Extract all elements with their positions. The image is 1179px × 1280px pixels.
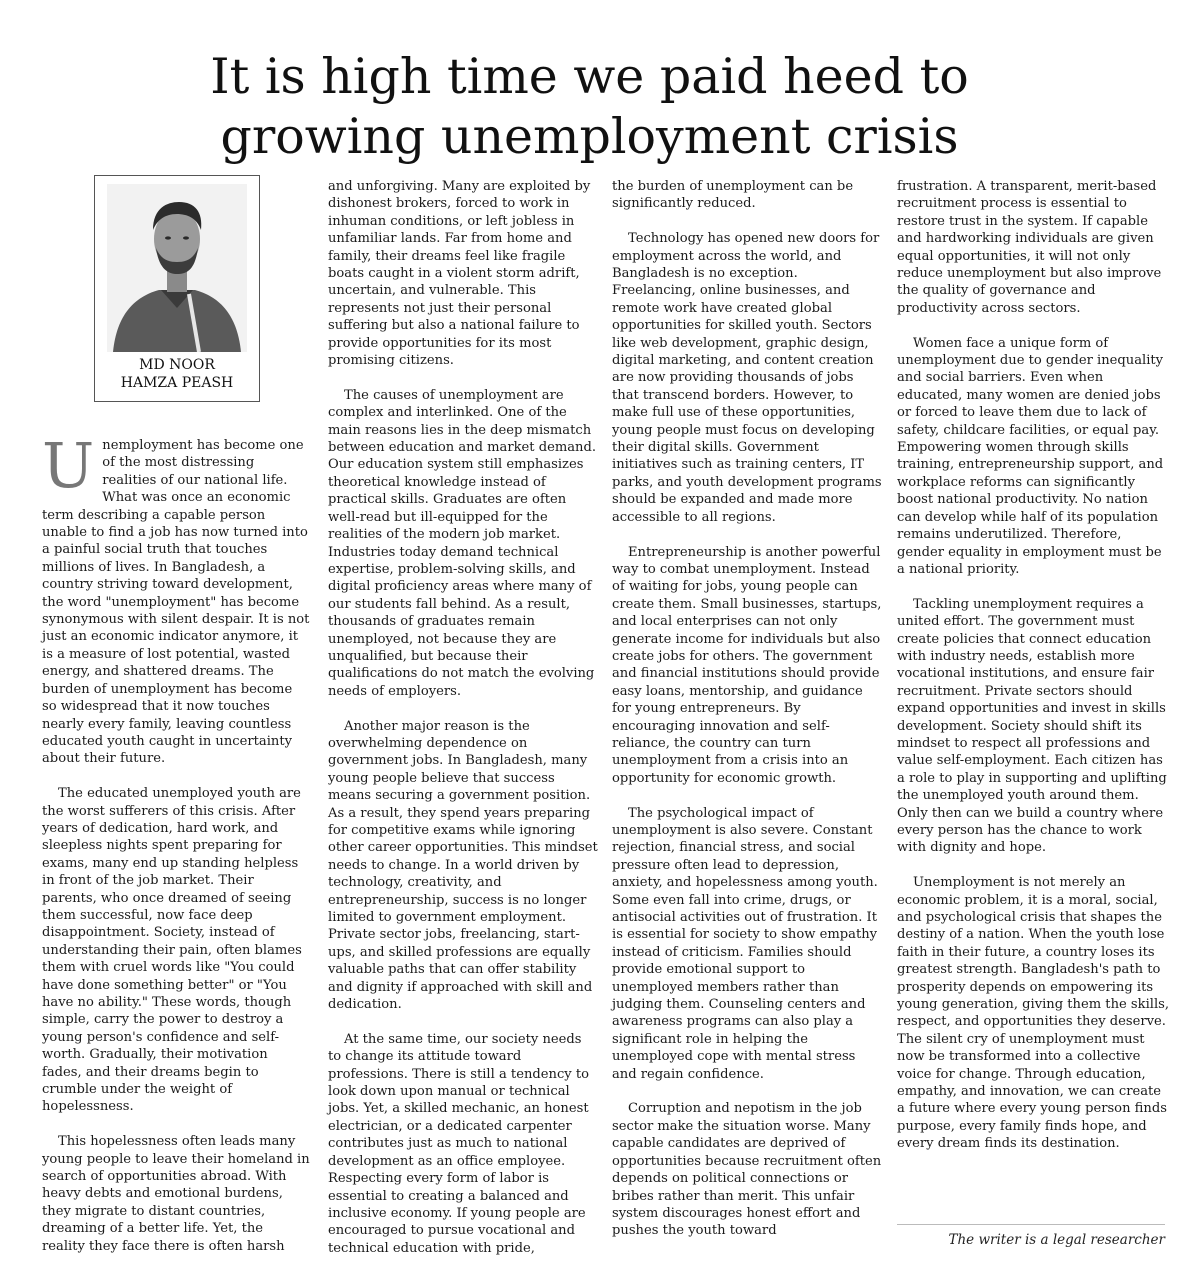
paragraph: Entrepreneurship is another powerful way to combat unemployment. Instead of waiting for jobs, young people can create them. Small businesses, startups, and local enterprises can not only generate income for individuals but also create jobs for others. The government and financial institutions should provide easy loans, mentorship, and guidance for young entrepreneurs. By encouraging innovation and self-reliance, the country can turn unemployment from a crisis into an opportunity for economic growth. xyxy=(612,544,882,786)
paragraph: Technology has opened new doors for employment across the world, and Bangladesh is no exception. Freelancing, online businesses, and remote work have created global opportunities for skilled youth. Sectors like web development, graphic design, digital marketing, and content creation are now providing thousands of jobs that transcend borders. However, to make full use of these opportunities, young people must focus on developing their digital skills. Government initiatives such as training centers, IT parks, and youth development programs should be expanded and made more accessible to all regions. xyxy=(612,231,882,525)
headline-line-2: growing unemployment crisis xyxy=(220,107,959,165)
column-1 xyxy=(42,429,310,1272)
paragraph-text: nemployment has become one of the most distressing realities of our national life. What was once an economic term describing a capable person unable to find a job has now turned into a painful social truth that touches millions of lives. In Bangladesh, a country striving toward development, the word "unemployment" has become synonymous with silent despair. It is not just an economic indicator anymore, it is a measure of lost potential, wasted energy, and shattered dreams. The burden of unemployment has become so widespread that it now touches nearly every family, leaving countless educated youth caught in uncertainty about their future. xyxy=(42,438,310,767)
paragraph: Corruption and nepotism in the job sector make the situation worse. Many capable candidates are deprived of opportunities because recruitment often depends on political connections or bribes rather than merit. This unfair system discourages honest effort and pushes the youth toward xyxy=(612,1101,882,1239)
paragraph: This hopelessness often leads many young people to leave their homeland in search of opportunities abroad. With heavy debts and emotional burdens, they migrate to distant countries, dreaming of a better life. Yet, the reality they face there is often harsh xyxy=(42,1134,310,1254)
author-byline xyxy=(95,356,259,392)
paragraph: Women face a unique form of unemployment due to gender inequality and social barriers. Even when educated, many women are denied jobs or forced to leave them due to lack of safety, childcare facilities, or equal pay. Empowering women through skills training, entrepreneurship support, and workplace reforms can significantly boost national productivity. No nation can develop while half of its population remains underutilized. Therefore, gender equality in employment must be a national priority. xyxy=(897,335,1164,577)
column-2 xyxy=(328,178,598,1275)
drop-cap: U xyxy=(42,429,95,502)
paragraph: At the same time, our society needs to change its attitude toward professions. There is still a tendency to look down upon manual or technical jobs. Yet, a skilled mechanic, an honest electrician, or a dedicated carpenter contributes just as much to national development as an office employee. Respecting every form of labor is essential to creating a balanced and inclusive economy. If young people are encouraged to pursue vocational and technical education with pride, xyxy=(328,1031,589,1256)
column-4 xyxy=(897,178,1169,1170)
paragraph: The causes of unemployment are complex and interlinked. One of the main reasons lies in the deep mismatch between education and market demand. Our education system still emphasizes theoretical knowledge instead of practical skills. Graduates are often well-read but ill-equipped for the realities of the modern job market. Industries today demand technical expertise, problem-solving skills, and digital proficiency areas where many of our students fall behind. As a result, thousands of graduates remain unemployed, not because they are unqualified, but because their qualifications do not match the evolving needs of employers. xyxy=(328,387,597,699)
paragraph: Unemployment is not merely an economic problem, it is a moral, social, and psychological crisis that shapes the destiny of a nation. When the youth lose faith in their future, a country loses its greatest strength. Bangladesh's path to prosperity depends on empowering its young generation, giving them the skills, respect, and opportunities they deserve. The silent cry of unemployment must now be transformed into a collective voice for change. Through education, empathy, and innovation, we can create a future where every young person finds purpose, every family finds hope, and every dream finds its destination. xyxy=(897,875,1170,1152)
paragraph: the burden of unemployment can be significantly reduced. xyxy=(612,179,854,212)
paragraph: The psychological impact of unemployment is also severe. Constant rejection, financial stress, and social pressure often lead to depression, anxiety, and hopelessness among youth. Some even fall into crime, drugs, or antisocial activities out of frustration. It is essential for society to show empathy instead of criticism. Families should provide emotional support to unemployed members rather than judging them. Counseling centers and awareness programs can also play a significant role in helping the unemployed cope with mental stress and regain confidence. xyxy=(612,805,878,1082)
writer-note: The writer is a legal researcher xyxy=(948,1232,1165,1248)
author-photo xyxy=(107,184,247,352)
column-3 xyxy=(612,178,884,1257)
headline xyxy=(0,47,1179,167)
headline-line-1: It is high time we paid heed to xyxy=(210,47,969,105)
paragraph: frustration. A transparent, merit-based recruitment process is essential to restore trust in the system. If capable and hardworking individuals are given equal opportunities, it will not only reduce unemployment but also improve the quality of governance and productivity across sectors. xyxy=(897,179,1162,316)
paragraph: and unforgiving. Many are exploited by dishonest brokers, forced to work in inhuman conditions, or left jobless in unfamiliar lands. Far from home and family, their dreams feel like fragile boats caught in a violent storm adrift, uncertain, and vulnerable. This represents not just their personal suffering but also a national failure to provide opportunities for its most promising citizens. xyxy=(328,179,591,369)
paragraph: Tackling unemployment requires a united effort. The government must create policies that connect education with industry needs, establish more vocational institutions, and ensure fair recruitment. Private sectors should expand opportunities and invest in skills development. Society should shift its mindset to respect all professions and value self-employment. Each citizen has a role to play in supporting and uplifting the unemployed youth around them. Only then can we build a country where every person has the chance to work with dignity and hope. xyxy=(897,596,1167,856)
paragraph: Another major reason is the overwhelming dependence on government jobs. In Bangladesh, many young people believe that success means securing a government position. As a result, they spend years preparing for competitive exams while ignoring other career opportunities. This mindset needs to change. In a world driven by technology, creativity, and entrepreneurship, success is no longer limited to government employment. Private sector jobs, freelancing, start-ups, and skilled professions are equally valuable paths that can offer stability and dignity if approached with skill and dedication. xyxy=(328,718,598,1013)
author-portrait-image xyxy=(107,184,247,352)
author-photo-box xyxy=(94,175,260,402)
author-name-line-2: HAMZA PEASH xyxy=(120,375,234,391)
author-name-line-1: MD NOOR xyxy=(139,357,215,373)
paragraph: The educated unemployed youth are the worst sufferers of this crisis. After years of dedication, hard work, and sleepless nights spent preparing for exams, many end up standing helpless in front of the job market. Their parents, who once dreamed of seeing them successful, now face deep disappointment. Society, instead of understanding their pain, often blames them with cruel words like "You could have done something better" or "You have no ability." These words, though simple, carry the power to destroy a young person's confidence and self-worth. Gradually, their motivation fades, and their dreams begin to crumble under the weight of hopelessness. xyxy=(42,786,302,1115)
footer-divider xyxy=(897,1224,1165,1225)
paragraph-intro xyxy=(42,429,310,768)
